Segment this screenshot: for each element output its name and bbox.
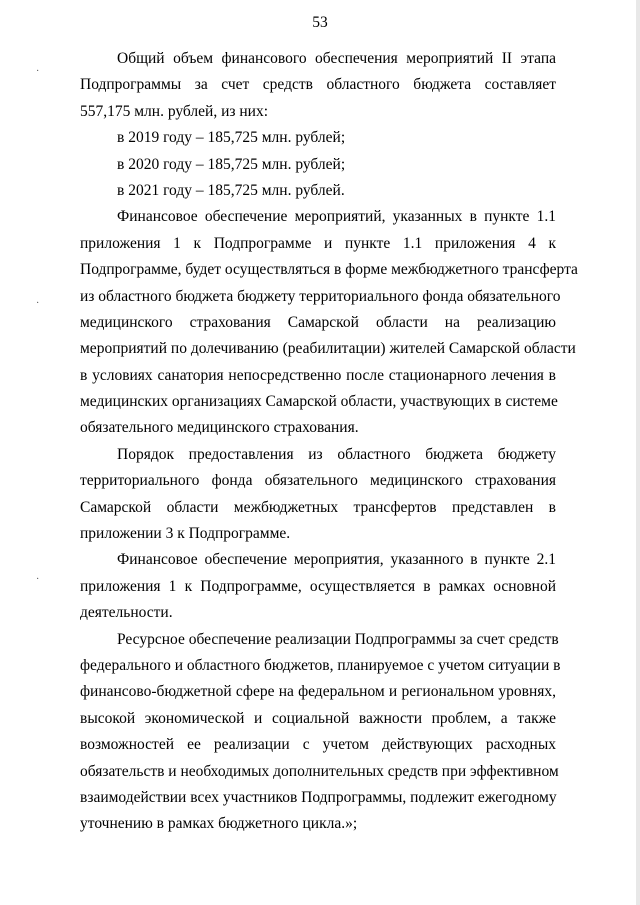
text-line: из областного бюджета бюджету территориального фонда обязательного [80, 287, 561, 305]
text-line: в 2019 году – 185,725 млн. рублей; [117, 129, 346, 147]
text-line: обязательного медицинского страхования. [80, 419, 359, 437]
text-line: Подпрограмме, будет осуществляться в форме межбюджетного трансферта [80, 261, 578, 279]
text-line: медицинских организациях Самарской области, участвующих в системе [80, 393, 558, 411]
text-line: федерального и областного бюджетов, планируемое с учетом ситуации в [80, 656, 561, 674]
scan-mark: · [36, 574, 40, 585]
text-line: в 2020 году – 185,725 млн. рублей; [117, 155, 346, 173]
text-line: Финансовое обеспечение мероприятия, указанного в пункте 2.1 [117, 551, 556, 569]
scan-mark: · [36, 298, 40, 309]
text-line: Ресурсное обеспечение реализации Подпрограммы за счет средств [117, 630, 559, 648]
text-line: уточнению в рамках бюджетного цикла.»; [80, 815, 358, 833]
text-line: приложения 1 к Подпрограмме, осуществляется в рамках основной [80, 577, 556, 595]
scan-mark: · [36, 66, 40, 77]
text-line: 557,175 млн. рублей, из них: [80, 102, 269, 120]
text-line: Общий объем финансового обеспечения мероприятий II этапа [117, 50, 556, 67]
text-line: взаимодействии всех участников Подпрограммы, подлежит ежегодному [80, 788, 557, 806]
text-line: финансово-бюджетной сфере на федеральном и региональном уровнях, [80, 683, 556, 701]
text-line: мероприятий по долечиванию (реабилитации) жителей Самарской области [80, 340, 576, 358]
document-body [80, 46, 578, 838]
text-line: Финансовое обеспечение мероприятий, указанных в пункте 1.1 [117, 208, 556, 226]
text-line: территориального фонда обязательного медицинского страхования [80, 472, 556, 490]
text-line: приложении 3 к Подпрограмме. [80, 525, 291, 543]
text-line: Порядок предоставления из областного бюджета бюджету [117, 445, 556, 463]
text-line: возможностей ее реализации с учетом действующих расходных [80, 736, 556, 754]
text-line: в 2021 году – 185,725 млн. рублей. [117, 181, 345, 199]
scan-border [636, 0, 640, 905]
text-line: деятельности. [80, 604, 173, 622]
text-line: Подпрограммы за счет средств областного бюджета составляет [80, 76, 556, 94]
text-line: медицинского страхования Самарской области на реализацию [80, 313, 556, 331]
text-line: Самарской области межбюджетных трансфертов представлен в [80, 498, 556, 516]
text-line: обязательств и необходимых дополнительных средств при эффективном [80, 762, 559, 780]
text-line: высокой экономической и социальной важности проблем, а также [80, 709, 556, 727]
text-line: в условиях санатория непосредственно после стационарного лечения в [80, 366, 556, 384]
page-number: 53 [312, 14, 328, 31]
text-line: приложения 1 к Подпрограмме и пункте 1.1 приложения 4 к [80, 234, 556, 252]
